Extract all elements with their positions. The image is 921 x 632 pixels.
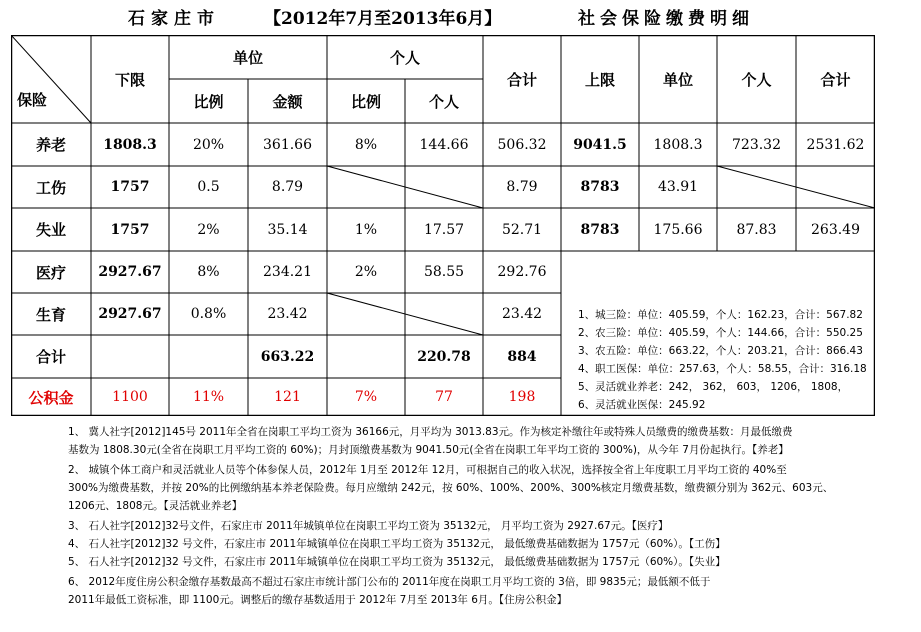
row-shengyu-unit-amount: 23.42: [267, 306, 308, 322]
row-shengyu-unit-ratio: 0.8%: [190, 306, 227, 322]
row-yanglao-up-pers: 723.32: [732, 136, 781, 153]
side-note: 1、城三险：单位：405.59，个人：162.23，合计：567.82: [578, 309, 863, 321]
row-gongjijin-total: 198: [508, 389, 536, 405]
row-yanglao-unit-amount: 361.66: [263, 136, 312, 153]
side-note: 5、灵活就业养老：242， 362， 603， 1206， 1808，: [578, 381, 849, 393]
side-note: 6、灵活就业医保：245.92: [578, 399, 706, 411]
side-notes: [573, 303, 873, 415]
footnote-line: 2011年最低工资标准，即 1100元。调整后的缴存基数适用于 2012年 7月至 2013年 6月。【住房公积金】: [68, 594, 568, 606]
title-subject: 社会保险缴费明细: [578, 9, 754, 29]
footnote-line: 1206元、1808元。【灵活就业养老】: [68, 500, 243, 512]
footnote-line: 基数为 1808.30元(全省在岗职工月平均工资的 60%)；月封顶缴费基数为 9041.50元(全省在岗职工年平均工资的 300%)，从今年 7月份起执行。【养老】: [68, 444, 789, 456]
header-upper-unit: 单位: [662, 70, 693, 89]
footnote-line: 3、 石人社字[2012]32号文件，石家庄市 2011年城镇单位在岗职工平均工资为 35132元， 月平均工资为 2927.67元。【医疗】: [68, 520, 669, 532]
row-yanglao-unit-ratio: 20%: [192, 136, 225, 153]
header-personal-ratio: 比例: [350, 92, 381, 111]
row-gongjijin-name: 公积金: [28, 388, 74, 407]
row-yiliao-unit-amount: 234.21: [263, 264, 312, 280]
row-heji-unit-amount: 663.22: [260, 348, 315, 365]
row-yiliao-name: 医疗: [35, 263, 66, 282]
row-yanglao-name: 养老: [35, 136, 66, 154]
row-yanglao-upper: 9041.5: [573, 136, 627, 153]
row-gongjijin-lower: 1100: [112, 389, 148, 405]
row-yiliao-lower: 2927.67: [98, 264, 162, 280]
row-yiliao-total: 292.76: [497, 264, 547, 280]
side-note: 4、职工医保：单位：257.63，个人：58.55，合计：316.18: [578, 363, 867, 375]
row-gongshang-name: 工伤: [35, 178, 66, 197]
row-shengyu-name: 生育: [35, 305, 66, 324]
page-title: [0, 4, 921, 30]
header-upper-limit: 上限: [584, 70, 615, 89]
row-shiye-pers-amount: 17.57: [423, 221, 465, 238]
row-heji-total: 884: [507, 348, 537, 365]
side-note: 3、农五险：单位：663.22，个人：203.21，合计：866.43: [578, 345, 863, 357]
row-shiye-total: 52.71: [501, 221, 543, 238]
row-gongjijin-unit-ratio: 11%: [192, 389, 225, 405]
insurance-table: [11, 35, 875, 416]
row-yanglao-up-total: 2531.62: [806, 136, 865, 153]
row-shiye-unit-amount: 35.14: [267, 221, 308, 238]
row-gongshang-unit-ratio: 0.5: [197, 179, 220, 195]
header-unit: 单位: [232, 48, 263, 67]
title-city: 石家庄市: [128, 9, 220, 29]
row-shiye-unit-ratio: 2%: [197, 221, 220, 238]
footnote-line: 2、 城镇个体工商户和灵活就业人员等个体参保人员，2012年 1月至 2012年 12月，可根据自己的收入状况，选择按全省上年度职工月平均工资的 40%至: [68, 464, 787, 476]
row-yiliao-pers-amount: 58.55: [423, 264, 465, 280]
row-shiye-name: 失业: [35, 221, 66, 239]
header-lower-limit: 下限: [114, 70, 145, 89]
row-gongjijin-pers-ratio: 7%: [354, 389, 378, 405]
header-total: 合计: [506, 70, 537, 89]
row-shiye-up-total: 263.49: [811, 221, 860, 238]
footnote-line: 4、 石人社字[2012]32 号文件，石家庄市 2011年城镇单位在岗职工平均工资为 35132元， 最低缴费基础数据为 1757元（60%）。【工伤】: [68, 538, 726, 550]
title-period: 【2012年7月至2013年6月】: [264, 9, 502, 29]
header-unit-ratio: 比例: [193, 92, 224, 111]
row-gongshang-unit-amount: 8.79: [271, 179, 304, 195]
row-shiye-upper: 8783: [580, 221, 620, 238]
row-yiliao-unit-ratio: 8%: [197, 264, 220, 280]
row-yanglao-pers-amount: 144.66: [419, 136, 469, 153]
row-gongshang-upper: 8783: [580, 179, 620, 195]
side-note: 2、农三险：单位：405.59，个人：144.66，合计：550.25: [578, 327, 863, 339]
row-shengyu-lower: 2927.67: [98, 306, 162, 322]
header-unit-amount: 金额: [272, 92, 303, 111]
row-shiye-up-unit: 175.66: [653, 221, 703, 238]
footnote-line: 5、 石人社字[2012]32 号文件，石家庄市 2011年城镇单位在岗职工平均工资为 35132元， 最低缴费基础数据为 1757元（60%）。【失业】: [68, 556, 726, 568]
row-heji-pers-amount: 220.78: [417, 348, 471, 365]
header-upper-personal: 个人: [741, 70, 772, 89]
header-upper-total: 合计: [820, 70, 851, 89]
row-shiye-up-pers: 87.83: [736, 221, 777, 238]
row-yanglao-pers-ratio: 8%: [354, 136, 378, 153]
row-gongshang-total: 8.79: [506, 179, 538, 195]
row-gongjijin-unit-amount: 121: [274, 389, 301, 405]
footnote-line: 6、 2012年度住房公积金缴存基数最高不超过石家庄市统计部门公布的 2011年度在岗职工月平均工资的 3倍，即 9835元；最低额不低于: [68, 576, 711, 588]
row-gongshang-up-unit: 43.91: [657, 179, 699, 195]
header-baoxian: 保险: [17, 90, 48, 109]
row-gongjijin-pers-amount: 77: [435, 389, 453, 405]
header-personal-amount: 个人: [428, 92, 459, 111]
row-shiye-lower: 1757: [110, 221, 150, 238]
row-gongshang-lower: 1757: [110, 179, 150, 195]
footnote-line: 300%为缴费基数，并按 20%的比例缴纳基本养老保险费。每月应缴纳 242元，按 60%、100%、200%、300%核定月缴费基数，缴费额分别为 362元、603元、: [68, 482, 834, 494]
row-yanglao-total: 506.32: [497, 136, 547, 153]
row-yanglao-lower: 1808.3: [103, 136, 157, 153]
row-shengyu-total: 23.42: [501, 306, 543, 322]
row-yiliao-pers-ratio: 2%: [354, 264, 378, 280]
row-heji-name: 合计: [35, 348, 66, 366]
header-personal: 个人: [389, 48, 420, 67]
row-shiye-pers-ratio: 1%: [354, 221, 378, 238]
row-yanglao-up-unit: 1808.3: [653, 136, 703, 153]
footnote-line: 1、 冀人社字[2012]145号 2011年全省在岗职工平均工资为 36166元，月平均为 3013.83元。作为核定补缴往年或特殊人员缴费的缴费基数：月最低缴费: [68, 426, 793, 438]
